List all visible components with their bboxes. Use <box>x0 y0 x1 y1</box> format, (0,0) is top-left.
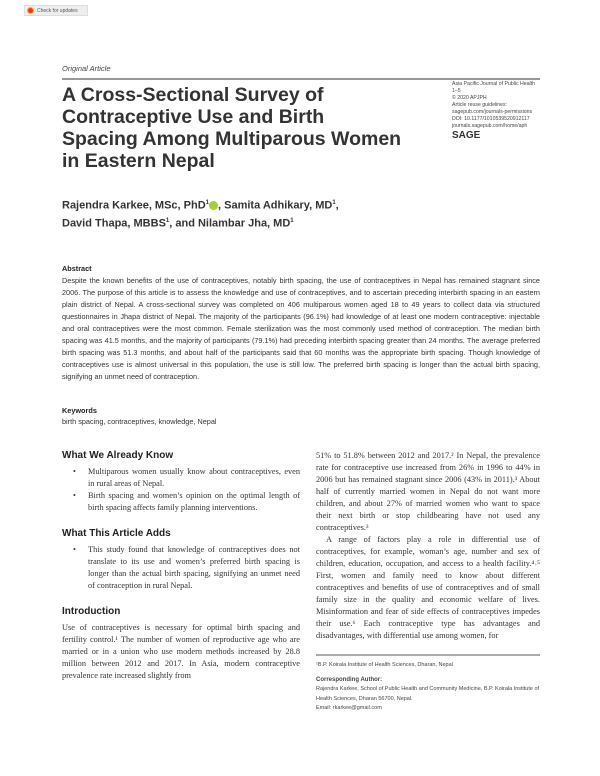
adds-list <box>62 544 300 592</box>
article-type: Original Article <box>62 64 111 73</box>
affil-sup: 1 <box>290 217 294 224</box>
footnote <box>316 661 546 714</box>
journal-name: Asia Pacific Journal of Public Health <box>452 81 536 87</box>
reuse-label: Article reuse guidelines: <box>452 102 508 108</box>
author: Rajendra Karkee, MSc, PhD <box>62 199 206 212</box>
separator: , <box>335 199 339 212</box>
footnote-rule <box>316 654 540 656</box>
corresponding-address: Rajendra Karkee, School of Public Health and Community Medicine, B.P. Koirala Institute of Health Sciences, Dharan 56700, Nepal. <box>316 686 540 702</box>
journal-home-link[interactable]: journals.sagepub.com/home/aph <box>452 123 528 129</box>
list-item: • Birth spacing and women’s opinion on the optimal length of birth spacing affects family planning interventions. <box>62 490 300 514</box>
keywords-heading: Keywords <box>62 406 97 415</box>
journal-meta <box>452 81 535 139</box>
orcid-icon[interactable] <box>209 201 218 210</box>
abstract-heading: Abstract <box>62 264 92 273</box>
sage-logo: SAGE <box>452 130 481 141</box>
left-column <box>62 450 300 682</box>
know-list <box>62 466 300 514</box>
badge-label: Check for updates <box>37 7 78 14</box>
intro-heading: Introduction <box>62 606 121 617</box>
affiliation: ¹B.P. Koirala Institute of Health Sciences, Dharan, Nepal <box>316 662 453 668</box>
copyright: © 2020 APJPH <box>452 95 487 101</box>
pages: 1–5 <box>452 88 461 94</box>
authors <box>62 196 339 231</box>
paragraph: A range of factors play a role in differential use of contraceptives, for example, woman’s age, number and sex of children, education, occupation, and access to a health facility.⁴˒⁵ First, women and family need to know about different contraceptives and benefits of use of contraceptives and of small family size in the quality and economic welfare of lives. Misinformation and fear of side effects of contraceptives impedes their use.⁶ Each contraceptive type has advantages and disadvantages, with differential use among women, for <box>316 535 540 640</box>
author: , and Nilambar Jha, MD <box>169 217 291 230</box>
paper-title: A Cross-Sectional Survey of Contraceptive Use and Birth Spacing Among Multiparous Women in Eastern Nepal <box>62 84 402 172</box>
crossmark-icon <box>27 7 34 14</box>
affil-sup: 1 <box>332 200 336 206</box>
paragraph: 51% to 51.8% between 2012 and 2017.² In Nepal, the prevalence rate for contraceptive use increased from 26% in 1996 to 44% in 2006 but has remained stagnant since 2006 (43% in 2011).³ About half of currently married women in Nepal do not want more children, and about 27% of married women who want to space their next birth or stop childbearing have not used any contraceptives.³ <box>316 451 540 532</box>
doi[interactable]: DOI: 10.1177/1010539520912117 <box>452 116 530 122</box>
permissions-link[interactable]: sagepub.com/journals-permissions <box>452 109 533 115</box>
affil-sup: 1 <box>165 217 170 224</box>
intro-text: Use of contraceptives is necessary for optimal birth spacing and fertility control.¹ The number of women of reproductive age who are married or in a union who use modern methods increased by 28.8 million between 2012 and 2017. In Asia, modern contraceptive prevalence rate increased slightly from <box>62 623 300 680</box>
know-heading: What We Already Know <box>62 450 174 461</box>
right-column <box>316 450 540 642</box>
email-link[interactable]: Email: rkarkee@gmail.com <box>316 705 382 711</box>
keywords-text: birth spacing, contraceptives, knowledge, Nepal <box>62 417 217 426</box>
list-item: • Multiparous women usually know about contraceptives, even in rural areas of Nepal. <box>62 466 300 490</box>
list-item: • This study found that knowledge of contraceptives does not translate to its use and women’s preferred birth spacing is longer than the actual birth spacing, signifying an unmet need of contraception in rural Nepal. <box>62 544 300 592</box>
check-for-updates-badge[interactable] <box>24 5 88 16</box>
header-rule <box>62 78 540 80</box>
adds-heading: What This Article Adds <box>62 528 171 539</box>
abstract-text: Despite the known benefits of the use of contraceptives, notably birth spacing, the use of contraceptives in Nepal has remained stagnant since 2006. The purpose of this article is to assess the knowledge and use of contraceptives, and to ascertain preceding interbirth spacing in an eastern plain district of Nepal. A cross-sectional survey was completed on 406 multiparous women aged 18 to 49 years to collect data via structured questionnaires in Jhapa district of Nepal. The majority of the participants (96.1%) had knowledge of at least one modern contraceptive: injectable and oral contraceptives were the most common. Female sterilization was the most commonly used method of contraception. The median birth spacing was 41.5 months, and the majority of participants (79.1%) had preceding interbirth spacing greater than 24 months. The average preferred birth spacing was 51.3 months, and about half of the participants said that 60 months was the appropriate birth spacing. Though knowledge of contraceptives use is almost universal in this population, the use is still low. The preferred birth spacing is longer than the actual birth spacing, signifying an unmet need of contraception. <box>62 276 540 381</box>
author: , Samita Adhikary, MD <box>218 199 333 212</box>
keywords <box>62 405 540 427</box>
affil-sup: 1 <box>205 200 210 206</box>
author: David Thapa, MBBS <box>62 217 166 230</box>
abstract <box>62 263 540 383</box>
corresponding-heading: Corresponding Author: <box>316 676 383 683</box>
